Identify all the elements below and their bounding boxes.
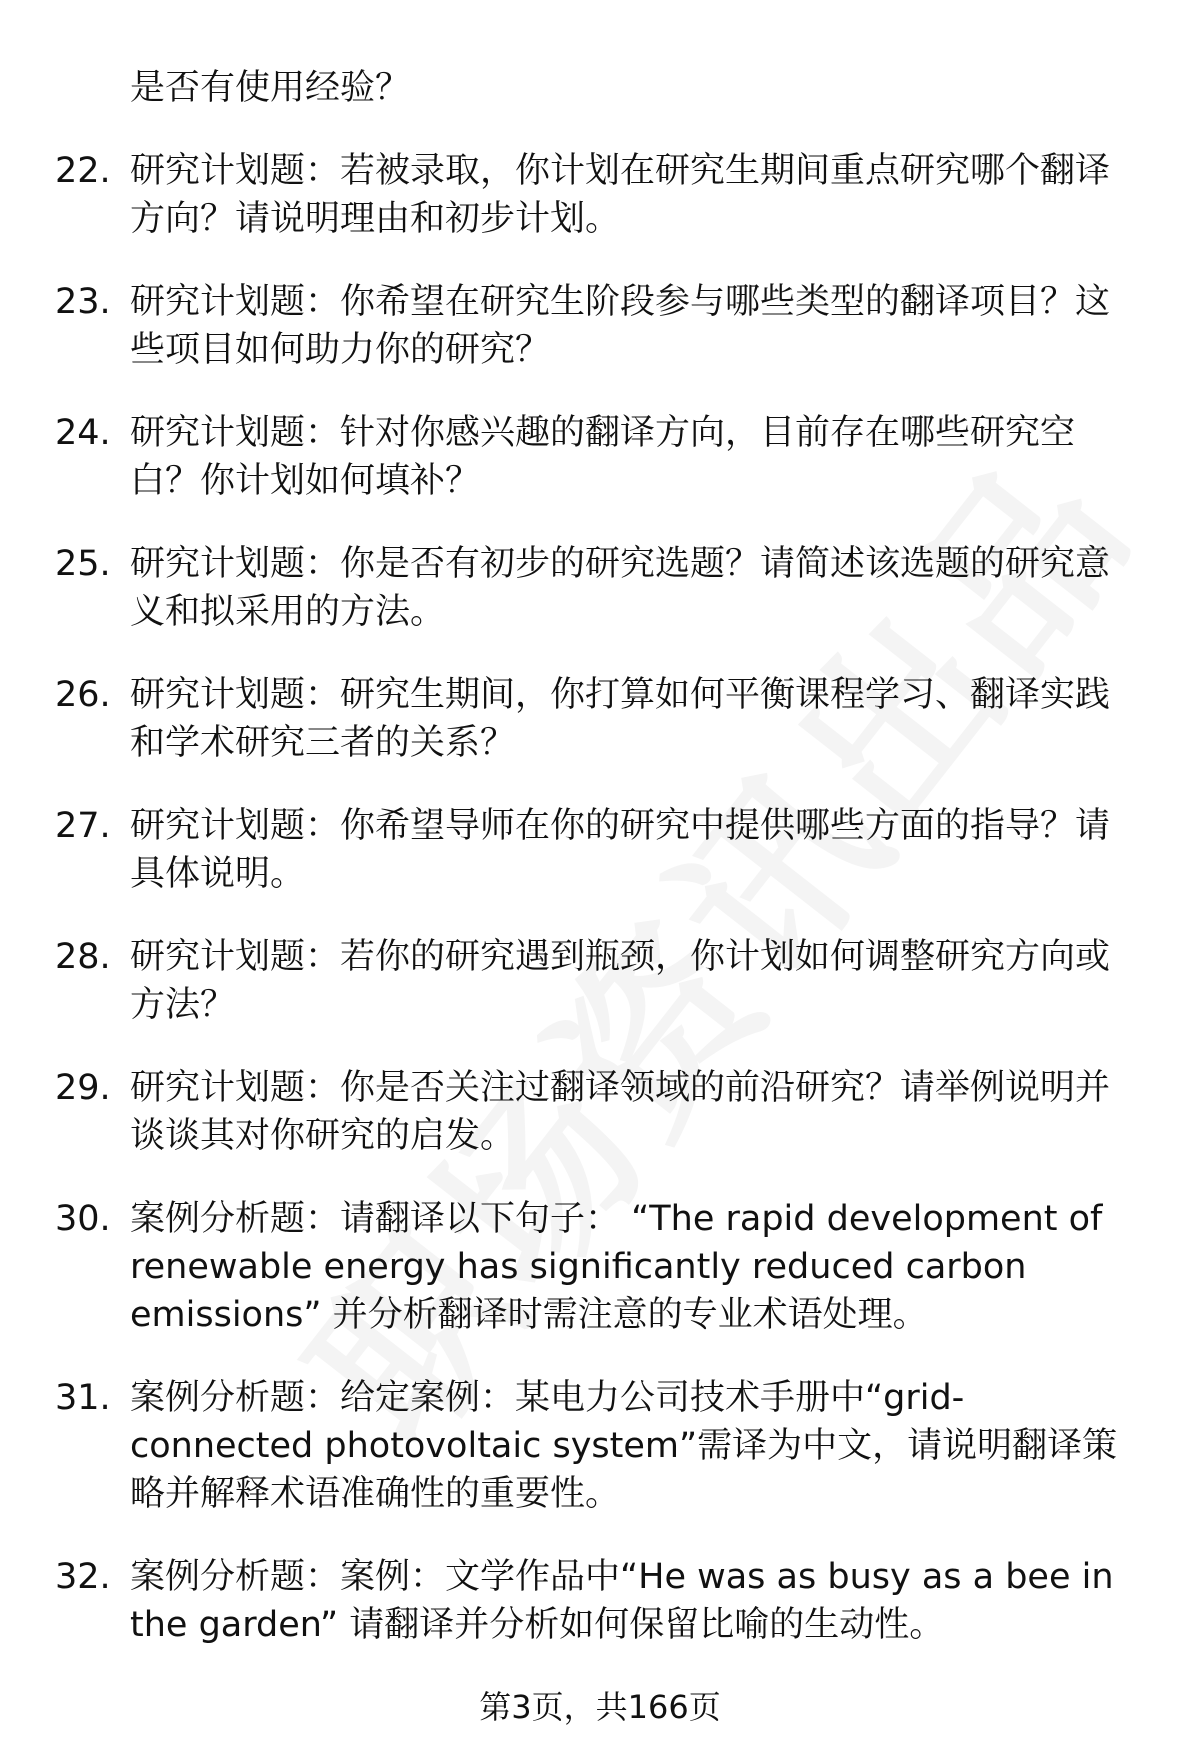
question-text-line: 研究计划题：你希望导师在你的研究中提供哪些方面的指导？请: [130, 806, 1111, 846]
question-item-31: [0, 1374, 1200, 1518]
question-text-line: 研究计划题：研究生期间，你打算如何平衡课程学习、翻译实践: [130, 675, 1111, 715]
question-text-line: 研究计划题：若你的研究遇到瓶颈，你计划如何调整研究方向或: [130, 937, 1111, 977]
question-number: 24.: [55, 413, 111, 453]
question-item-30: [0, 1195, 1200, 1339]
question-number: 27.: [55, 806, 111, 846]
question-item-25: [0, 540, 1200, 636]
question-text-line: 方向？请说明理由和初步计划。: [130, 199, 621, 239]
question-number: 23.: [55, 282, 111, 322]
question-text-line: 研究计划题：若被录取，你计划在研究生期间重点研究哪个翻译: [130, 151, 1111, 191]
document-page: [0, 64, 1200, 1649]
question-text-line: 具体说明。: [130, 854, 306, 894]
question-item-23: [0, 278, 1200, 374]
page-indicator: 第3页，共166页: [479, 1688, 721, 1726]
question-text-line: 义和拟采用的方法。: [130, 592, 446, 632]
question-item-27: [0, 802, 1200, 898]
question-item-24: [0, 409, 1200, 505]
question-text-line: 谈谈其对你研究的启发。: [130, 1116, 516, 1156]
continued-question-text: 是否有使用经验？: [130, 68, 411, 108]
question-text-line: 研究计划题：针对你感兴趣的翻译方向，目前存在哪些研究空: [130, 413, 1076, 453]
question-item-29: [0, 1064, 1200, 1160]
question-item-26: [0, 671, 1200, 767]
question-number: 31.: [55, 1378, 111, 1418]
question-number: 25.: [55, 544, 111, 584]
question-number: 28.: [55, 937, 111, 977]
question-text-line: 些项目如何助力你的研究？: [130, 330, 551, 370]
question-text-line: 和学术研究三者的关系？: [130, 723, 516, 763]
question-text-line: 研究计划题：你是否关注过翻译领域的前沿研究？请举例说明并: [130, 1068, 1111, 1108]
question-text-line: 案例分析题：给定案例：某电力公司技术手册中“grid-: [130, 1378, 965, 1418]
question-text-line: 案例分析题：案例：文学作品中“He was as busy as a bee in: [130, 1557, 1114, 1597]
question-text-line: 研究计划题：你希望在研究生阶段参与哪些类型的翻译项目？这: [130, 282, 1111, 322]
question-text-line: 方法？: [130, 985, 236, 1025]
question-number: 26.: [55, 675, 111, 715]
question-item-28: [0, 933, 1200, 1029]
question-text-line: 案例分析题：请翻译以下句子： “The rapid development of: [130, 1199, 1103, 1239]
question-text-line: 白？你计划如何填补？: [130, 461, 481, 501]
question-text-line: emissions” 并分析翻译时需注意的专业术语处理。: [130, 1295, 928, 1335]
question-number: 32.: [55, 1557, 111, 1597]
question-text-line: the garden” 请翻译并分析如何保留比喻的生动性。: [130, 1605, 945, 1645]
question-item-32: [0, 1553, 1200, 1649]
question-text-line: 略并解释术语准确性的重要性。: [130, 1474, 621, 1514]
question-text-line: 研究计划题：你是否有初步的研究选题？请简述该选题的研究意: [130, 544, 1111, 584]
question-number: 30.: [55, 1199, 111, 1239]
question-number: 22.: [55, 151, 111, 191]
question-text-line: connected photovoltaic system”需译为中文，请说明翻译策: [130, 1426, 1118, 1466]
question-number: 29.: [55, 1068, 111, 1108]
question-text-line: renewable energy has significantly reduced carbon: [130, 1247, 1027, 1287]
question-item-22: [0, 147, 1200, 243]
